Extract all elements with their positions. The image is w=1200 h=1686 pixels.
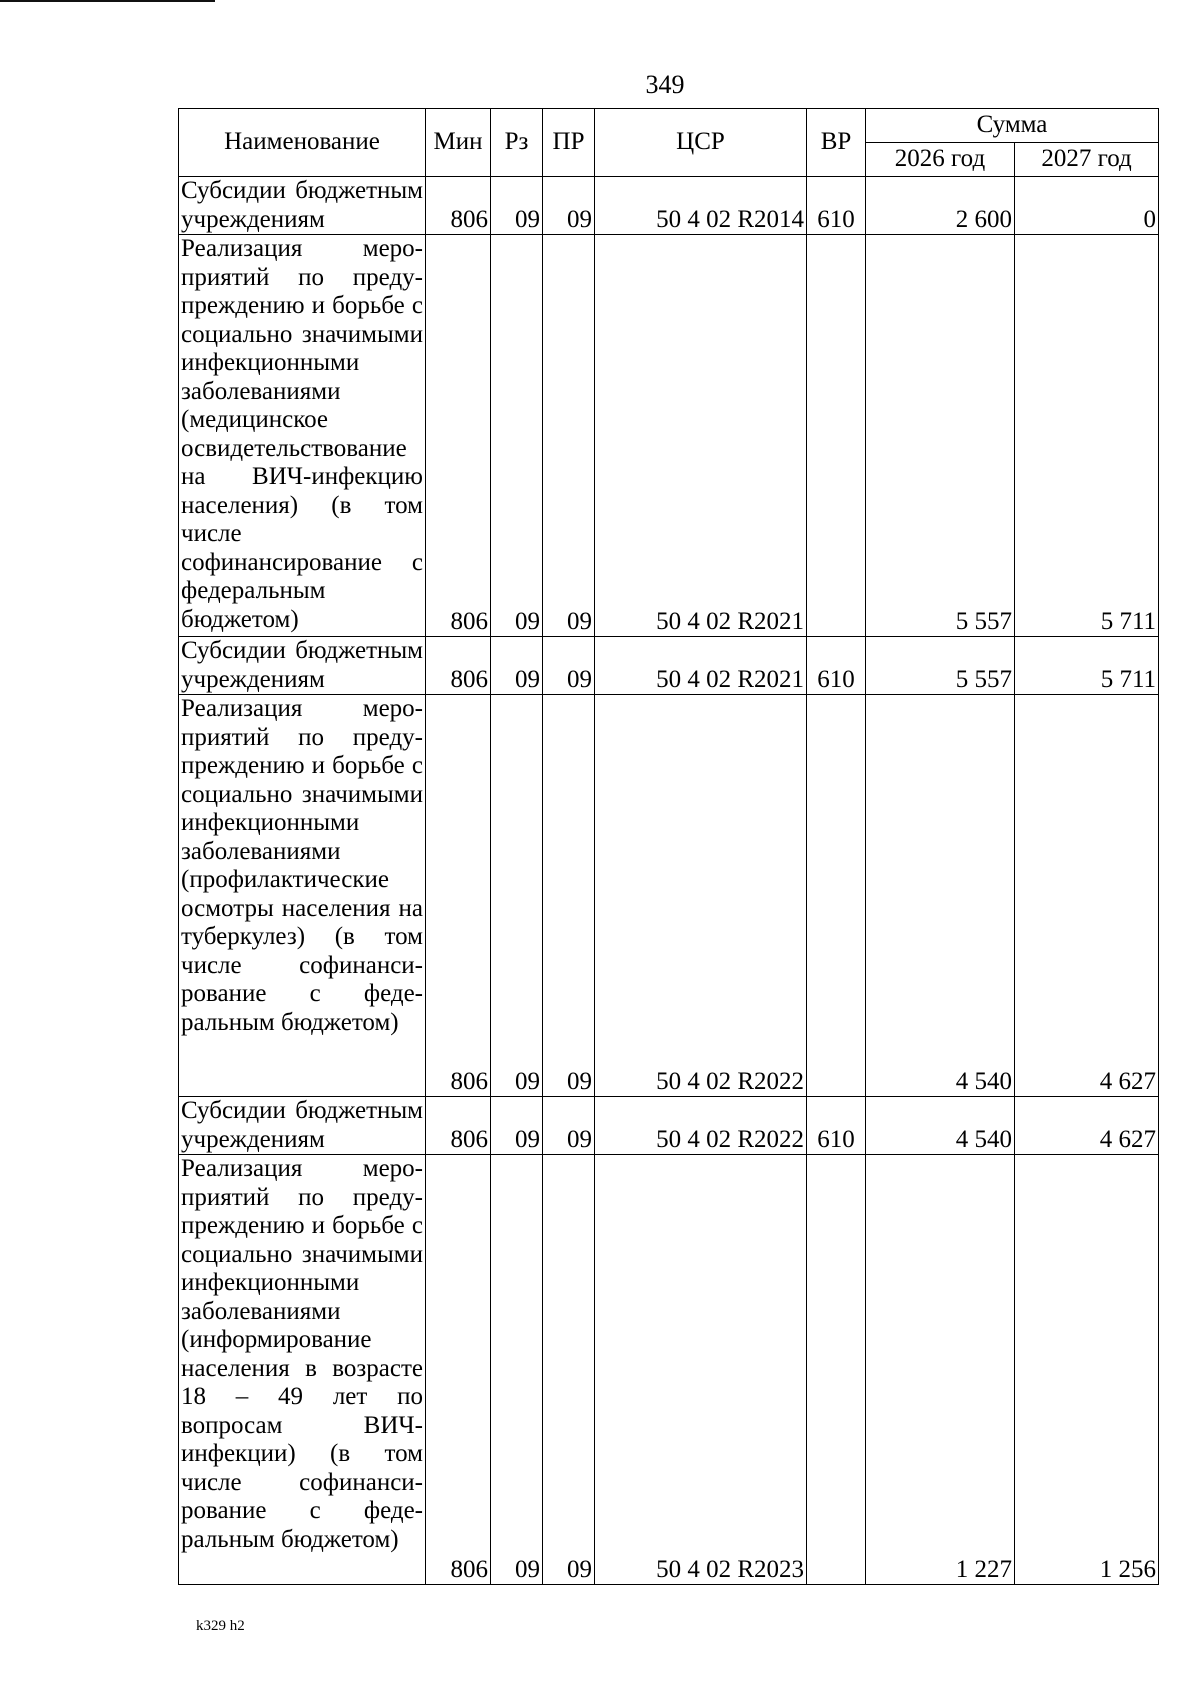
- header-rz: Рз: [491, 109, 543, 177]
- header-csr: ЦСР: [595, 109, 807, 177]
- header-vr: ВР: [807, 109, 866, 177]
- header-sum: Сумма: [866, 109, 1159, 143]
- row-csr: 50 4 02 R2023: [595, 1155, 807, 1585]
- row-2026: 1 227: [866, 1155, 1015, 1585]
- row-2026: 5 557: [866, 637, 1015, 695]
- header-pr: ПР: [543, 109, 595, 177]
- row-name: Субсидии бюджетным учреждениям: [179, 637, 426, 695]
- row-pr: 09: [543, 695, 595, 1097]
- row-vr: [807, 695, 866, 1097]
- row-min: 806: [426, 637, 491, 695]
- row-name: Реализация мероприятий по предупреждению и борьбе с социально значимыми инфекционными заболеваниями (медицинское освидетельствование на ВИЧ-инфекцию населения) (в том числе софинансирование с федеральным бюджетом): [179, 235, 426, 637]
- row-vr: [807, 1155, 866, 1585]
- row-min: 806: [426, 1155, 491, 1585]
- row-vr: 610: [807, 1097, 866, 1155]
- footer-code: k329 h2: [196, 1618, 245, 1634]
- row-pr: 09: [543, 177, 595, 235]
- header-name: Наименование: [179, 109, 426, 177]
- table-row: [179, 1155, 1159, 1585]
- row-name: Реализация мероприятий по предупреждению и борьбе с социально значимыми инфекционными заболеваниями (информирование населения в возрасте 18 – 49 лет по вопросам ВИЧ-инфекции) (в том числе софинансирование с федеральным бюджетом): [179, 1155, 426, 1585]
- row-csr: 50 4 02 R2022: [595, 1097, 807, 1155]
- page-number: 349: [645, 70, 685, 99]
- row-2026: 4 540: [866, 695, 1015, 1097]
- row-rz: 09: [491, 637, 543, 695]
- row-csr: 50 4 02 R2014: [595, 177, 807, 235]
- row-2027: 1 256: [1015, 1155, 1159, 1585]
- row-pr: 09: [543, 235, 595, 637]
- row-2026: 4 540: [866, 1097, 1015, 1155]
- table-row: [179, 637, 1159, 695]
- row-rz: 09: [491, 695, 543, 1097]
- row-rz: 09: [491, 235, 543, 637]
- row-pr: 09: [543, 1097, 595, 1155]
- row-2027: 5 711: [1015, 235, 1159, 637]
- table-row: [179, 695, 1159, 1097]
- budget-table: [178, 108, 1159, 1585]
- row-rz: 09: [491, 177, 543, 235]
- row-2026: 2 600: [866, 177, 1015, 235]
- row-rz: 09: [491, 1097, 543, 1155]
- table-header: [179, 109, 1159, 177]
- row-min: 806: [426, 177, 491, 235]
- row-csr: 50 4 02 R2021: [595, 235, 807, 637]
- scan-edge-line: [0, 0, 215, 2]
- row-pr: 09: [543, 637, 595, 695]
- row-name: Реализация мероприятий по предупреждению и борьбе с социально значимыми инфекционными заболеваниями (профилактические осмотры населения на туберкулез) (в том числе софинансирование с федеральным бюджетом): [179, 695, 426, 1097]
- header-year-2027: 2027 год: [1015, 143, 1159, 177]
- row-vr: 610: [807, 177, 866, 235]
- table-row: [179, 235, 1159, 637]
- row-pr: 09: [543, 1155, 595, 1585]
- row-2027: 5 711: [1015, 637, 1159, 695]
- header-min: Мин: [426, 109, 491, 177]
- row-min: 806: [426, 695, 491, 1097]
- row-min: 806: [426, 235, 491, 637]
- row-2027: 4 627: [1015, 1097, 1159, 1155]
- row-2026: 5 557: [866, 235, 1015, 637]
- table-row: [179, 1097, 1159, 1155]
- row-csr: 50 4 02 R2022: [595, 695, 807, 1097]
- row-csr: 50 4 02 R2021: [595, 637, 807, 695]
- row-vr: [807, 235, 866, 637]
- table-row: [179, 177, 1159, 235]
- row-2027: 0: [1015, 177, 1159, 235]
- row-min: 806: [426, 1097, 491, 1155]
- row-name: Субсидии бюджетным учреждениям: [179, 1097, 426, 1155]
- row-name: Субсидии бюджетным учреждениям: [179, 177, 426, 235]
- header-year-2026: 2026 год: [866, 143, 1015, 177]
- row-rz: 09: [491, 1155, 543, 1585]
- row-vr: 610: [807, 637, 866, 695]
- row-2027: 4 627: [1015, 695, 1159, 1097]
